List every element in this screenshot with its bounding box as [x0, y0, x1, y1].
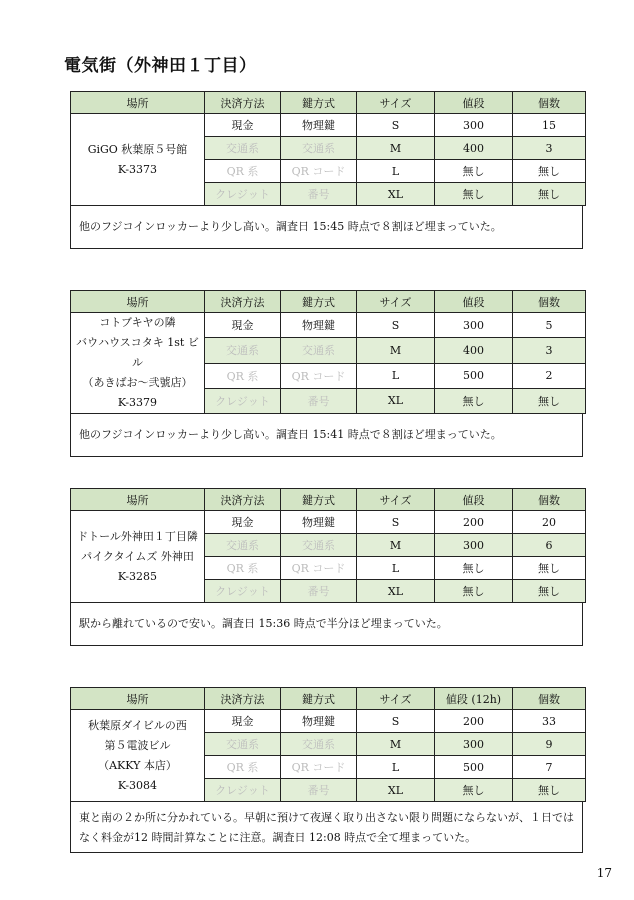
- header-price: 値段: [435, 489, 513, 511]
- count-cell: 無し: [513, 779, 586, 802]
- header-key: 鍵方式: [281, 92, 357, 114]
- count-cell: 20: [513, 511, 586, 534]
- price-cell: 200: [435, 511, 513, 534]
- size-cell: XL: [357, 388, 435, 413]
- count-cell: 無し: [513, 580, 586, 603]
- count-cell: 33: [513, 710, 586, 733]
- count-cell: 3: [513, 137, 586, 160]
- place-line: （あきばお～弐號店）: [82, 376, 193, 389]
- payment-cell: クレジット: [205, 183, 281, 206]
- payment-cell: 現金: [205, 114, 281, 137]
- key-method-cell: 交通系: [281, 137, 357, 160]
- count-cell: 7: [513, 756, 586, 779]
- locker-block-3: [70, 488, 585, 646]
- table-row: [71, 511, 586, 534]
- price-cell: 500: [435, 756, 513, 779]
- header-price: 値段: [435, 291, 513, 313]
- price-cell: 無し: [435, 388, 513, 413]
- header-payment: 決済方法: [205, 291, 281, 313]
- header-count: 個数: [513, 291, 586, 313]
- table-row: [71, 114, 586, 137]
- header-count: 個数: [513, 489, 586, 511]
- place-line: パイクタイムズ 外神田: [81, 549, 194, 563]
- header-payment: 決済方法: [205, 688, 281, 710]
- price-cell: 無し: [435, 779, 513, 802]
- size-cell: XL: [357, 580, 435, 603]
- table-row: [71, 710, 586, 733]
- place-line: ドトール外神田１丁目隣: [77, 529, 198, 543]
- price-cell: 300: [435, 114, 513, 137]
- header-key: 鍵方式: [281, 489, 357, 511]
- price-cell: 300: [435, 313, 513, 338]
- key-method-cell: 番号: [281, 183, 357, 206]
- header-key: 鍵方式: [281, 291, 357, 313]
- table-header-row: [71, 489, 586, 511]
- locker-block-4: [70, 687, 585, 853]
- header-key: 鍵方式: [281, 688, 357, 710]
- payment-cell: クレジット: [205, 779, 281, 802]
- count-cell: 6: [513, 534, 586, 557]
- payment-cell: 交通系: [205, 534, 281, 557]
- place-cell: [71, 511, 205, 603]
- header-payment: 決済方法: [205, 489, 281, 511]
- place-cell: [71, 313, 205, 414]
- price-cell: 300: [435, 733, 513, 756]
- price-cell: 400: [435, 137, 513, 160]
- locker-block-2: [70, 290, 585, 457]
- key-method-cell: 物理鍵: [281, 710, 357, 733]
- place-line: K-3285: [117, 569, 158, 583]
- size-cell: XL: [357, 183, 435, 206]
- size-cell: M: [357, 534, 435, 557]
- table-row: [71, 313, 586, 338]
- price-cell: 無し: [435, 183, 513, 206]
- count-cell: 15: [513, 114, 586, 137]
- count-cell: 2: [513, 363, 586, 388]
- place-line: バウハウスコタキ 1st ビル: [76, 336, 199, 369]
- place-line: K-3084: [117, 778, 158, 792]
- key-method-cell: 交通系: [281, 534, 357, 557]
- page-number: 17: [596, 866, 612, 880]
- key-method-cell: 番号: [281, 580, 357, 603]
- price-cell: 200: [435, 710, 513, 733]
- key-method-cell: 番号: [281, 779, 357, 802]
- key-method-cell: 交通系: [281, 733, 357, 756]
- price-cell: 400: [435, 338, 513, 363]
- locker-block-1: [70, 91, 585, 249]
- payment-cell: QR 系: [205, 557, 281, 580]
- count-cell: 5: [513, 313, 586, 338]
- size-cell: M: [357, 338, 435, 363]
- size-cell: L: [357, 557, 435, 580]
- note-text: 駅から離れているので安い。調査日 15:36 時点で半分ほど埋まっていた。: [70, 603, 583, 646]
- header-place: 場所: [71, 291, 205, 313]
- size-cell: S: [357, 511, 435, 534]
- table-header-row: [71, 92, 586, 114]
- size-cell: S: [357, 710, 435, 733]
- table-header-row: [71, 688, 586, 710]
- size-cell: S: [357, 313, 435, 338]
- header-count: 個数: [513, 688, 586, 710]
- place-line: GiGO 秋葉原５号館: [87, 142, 188, 156]
- key-method-cell: QR コード: [281, 363, 357, 388]
- payment-cell: QR 系: [205, 363, 281, 388]
- locker-table: [70, 687, 586, 802]
- place-line: （AKKY 本店）: [98, 758, 177, 772]
- size-cell: XL: [357, 779, 435, 802]
- key-method-cell: 交通系: [281, 338, 357, 363]
- place-line: 第５電波ビル: [104, 738, 171, 752]
- count-cell: 9: [513, 733, 586, 756]
- header-price: 値段 (12h): [435, 688, 513, 710]
- note-text: 東と南の２か所に分かれている。早朝に預けて夜遅く取り出さない限り問題にならないが、１日ではなく料金が12 時間計算なことに注意。調査日 12:08 時点で全て埋まっていた。: [70, 802, 583, 853]
- place-line: コトブキヤの隣: [99, 316, 176, 329]
- place-line: 秋葉原ダイビルの西: [88, 718, 187, 732]
- header-size: サイズ: [357, 291, 435, 313]
- payment-cell: 現金: [205, 710, 281, 733]
- payment-cell: 交通系: [205, 137, 281, 160]
- locker-table: [70, 290, 586, 414]
- payment-cell: QR 系: [205, 160, 281, 183]
- header-size: サイズ: [357, 688, 435, 710]
- header-price: 値段: [435, 92, 513, 114]
- payment-cell: クレジット: [205, 388, 281, 413]
- key-method-cell: QR コード: [281, 557, 357, 580]
- size-cell: M: [357, 733, 435, 756]
- key-method-cell: QR コード: [281, 756, 357, 779]
- payment-cell: 交通系: [205, 338, 281, 363]
- count-cell: 無し: [513, 160, 586, 183]
- key-method-cell: 番号: [281, 388, 357, 413]
- note-text: 他のフジコインロッカーより少し高い。調査日 15:45 時点で８割ほど埋まっていた。: [70, 206, 583, 249]
- price-cell: 無し: [435, 557, 513, 580]
- page-title: 電気街（外神田１丁目）: [64, 56, 257, 76]
- price-cell: 300: [435, 534, 513, 557]
- size-cell: S: [357, 114, 435, 137]
- locker-table: [70, 91, 586, 206]
- table-header-row: [71, 291, 586, 313]
- payment-cell: 現金: [205, 313, 281, 338]
- payment-cell: QR 系: [205, 756, 281, 779]
- key-method-cell: 物理鍵: [281, 511, 357, 534]
- size-cell: L: [357, 160, 435, 183]
- size-cell: L: [357, 363, 435, 388]
- place-cell: [71, 114, 205, 206]
- price-cell: 無し: [435, 580, 513, 603]
- price-cell: 無し: [435, 160, 513, 183]
- header-place: 場所: [71, 92, 205, 114]
- key-method-cell: 物理鍵: [281, 313, 357, 338]
- header-count: 個数: [513, 92, 586, 114]
- payment-cell: クレジット: [205, 580, 281, 603]
- header-payment: 決済方法: [205, 92, 281, 114]
- payment-cell: 現金: [205, 511, 281, 534]
- header-size: サイズ: [357, 92, 435, 114]
- place-cell: [71, 710, 205, 802]
- key-method-cell: QR コード: [281, 160, 357, 183]
- size-cell: M: [357, 137, 435, 160]
- payment-cell: 交通系: [205, 733, 281, 756]
- place-line: K-3379: [117, 396, 158, 409]
- count-cell: 3: [513, 338, 586, 363]
- price-cell: 500: [435, 363, 513, 388]
- count-cell: 無し: [513, 557, 586, 580]
- note-text: 他のフジコインロッカーより少し高い。調査日 15:41 時点で８割ほど埋まっていた。: [70, 414, 583, 457]
- place-line: K-3373: [117, 162, 158, 176]
- size-cell: L: [357, 756, 435, 779]
- count-cell: 無し: [513, 183, 586, 206]
- locker-table: [70, 488, 586, 603]
- count-cell: 無し: [513, 388, 586, 413]
- header-place: 場所: [71, 489, 205, 511]
- key-method-cell: 物理鍵: [281, 114, 357, 137]
- header-size: サイズ: [357, 489, 435, 511]
- header-place: 場所: [71, 688, 205, 710]
